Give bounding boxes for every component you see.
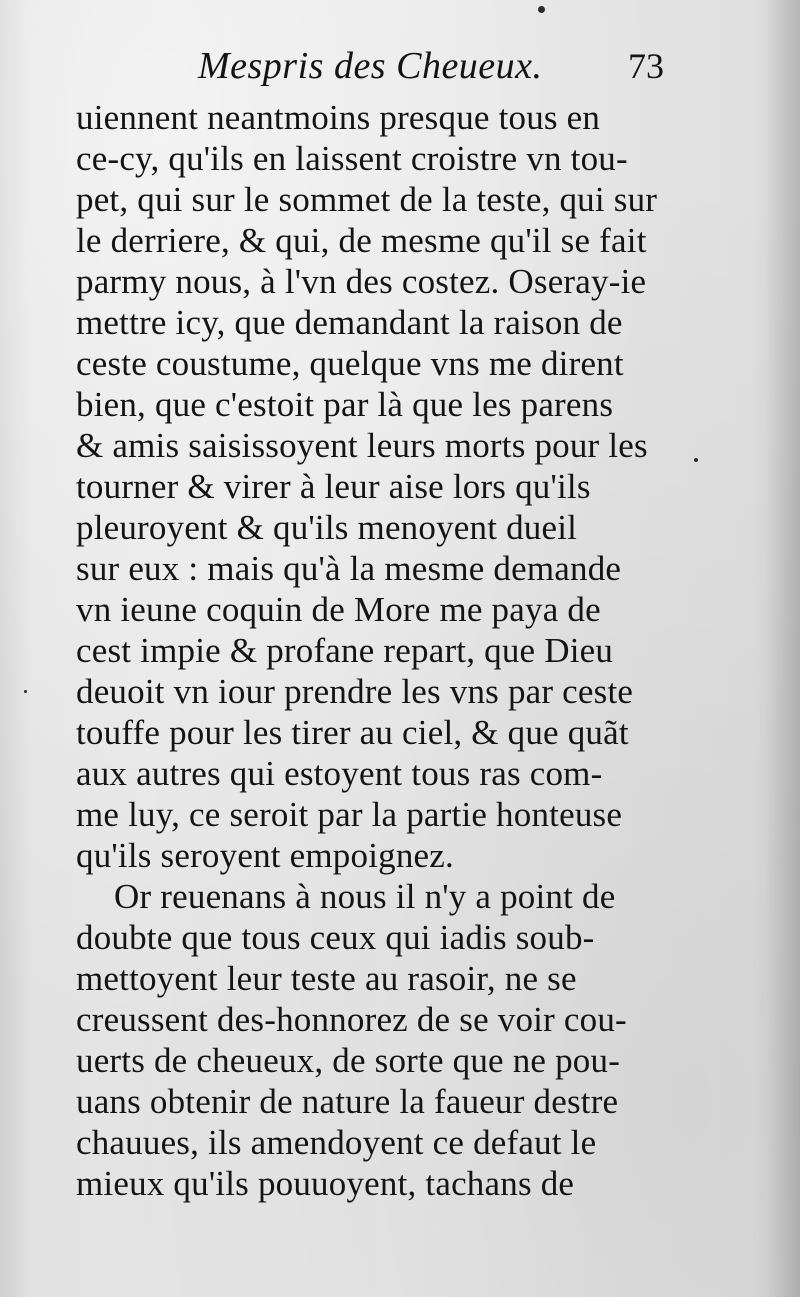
text-line: mettoyent leur teste au rasoir, ne se <box>76 959 577 998</box>
paragraph-start-line: Or reuenans à nous il n'y a point de <box>114 877 616 916</box>
running-title: Mespris des Cheueux. <box>198 45 543 87</box>
text-line: deuoit vn iour prendre les vns par ceste <box>76 672 634 711</box>
text-line: pleuroyent & qu'ils menoyent dueil <box>76 508 578 547</box>
text-line: mieux qu'ils pouuoyent, tachans de <box>76 1164 575 1203</box>
text-line: & amis saisissoyent leurs morts pour les <box>76 426 648 465</box>
text-line: chauues, ils amendoyent ce defaut le <box>76 1123 597 1162</box>
text-line: doubte que tous ceux qui iadis soub- <box>76 918 595 957</box>
text-line: pet, qui sur le sommet de la teste, qui sur <box>76 180 658 219</box>
page-header <box>0 38 800 94</box>
text-line: vn ieune coquin de More me paya de <box>76 590 601 629</box>
text-line: creussent des-honnorez de se voir cou- <box>76 1000 627 1039</box>
text-line: aux autres qui estoyent tous ras com- <box>76 754 603 793</box>
text-line: qu'ils seroyent empoignez. <box>76 836 454 875</box>
text-line: ceste coustume, quelque vns me dirent <box>76 344 624 383</box>
text-line: mettre icy, que demandant la raison de <box>76 303 623 342</box>
ink-speck <box>694 458 698 462</box>
text-line: uerts de cheueux, de sorte que ne pou- <box>76 1041 621 1080</box>
ink-speck <box>538 6 545 13</box>
text-line: sur eux : mais qu'à la mesme demande <box>76 549 622 588</box>
text-line: bien, que c'estoit par là que les parens <box>76 385 614 424</box>
text-line: uiennent neantmoins presque tous en <box>76 98 601 137</box>
page-edge-shadow <box>766 0 800 1297</box>
text-line: parmy nous, à l'vn des costez. Oseray-ie <box>76 262 647 301</box>
text-line: touffe pour les tirer au ciel, & que quãt <box>76 713 629 752</box>
text-line: le derriere, & qui, de mesme qu'il se fait <box>76 221 647 260</box>
text-line: tourner & virer à leur aise lors qu'ils <box>76 467 591 506</box>
ink-speck <box>24 690 27 693</box>
text-line: uans obtenir de nature la faueur destre <box>76 1082 619 1121</box>
page-number: 73 <box>628 46 664 86</box>
text-line: ce-cy, qu'ils en laissent croistre vn tou- <box>76 139 628 178</box>
text-line: me luy, ce seroit par la partie honteuse <box>76 795 623 834</box>
text-line: cest impie & profane repart, que Dieu <box>76 631 614 670</box>
body-text <box>76 97 688 1204</box>
